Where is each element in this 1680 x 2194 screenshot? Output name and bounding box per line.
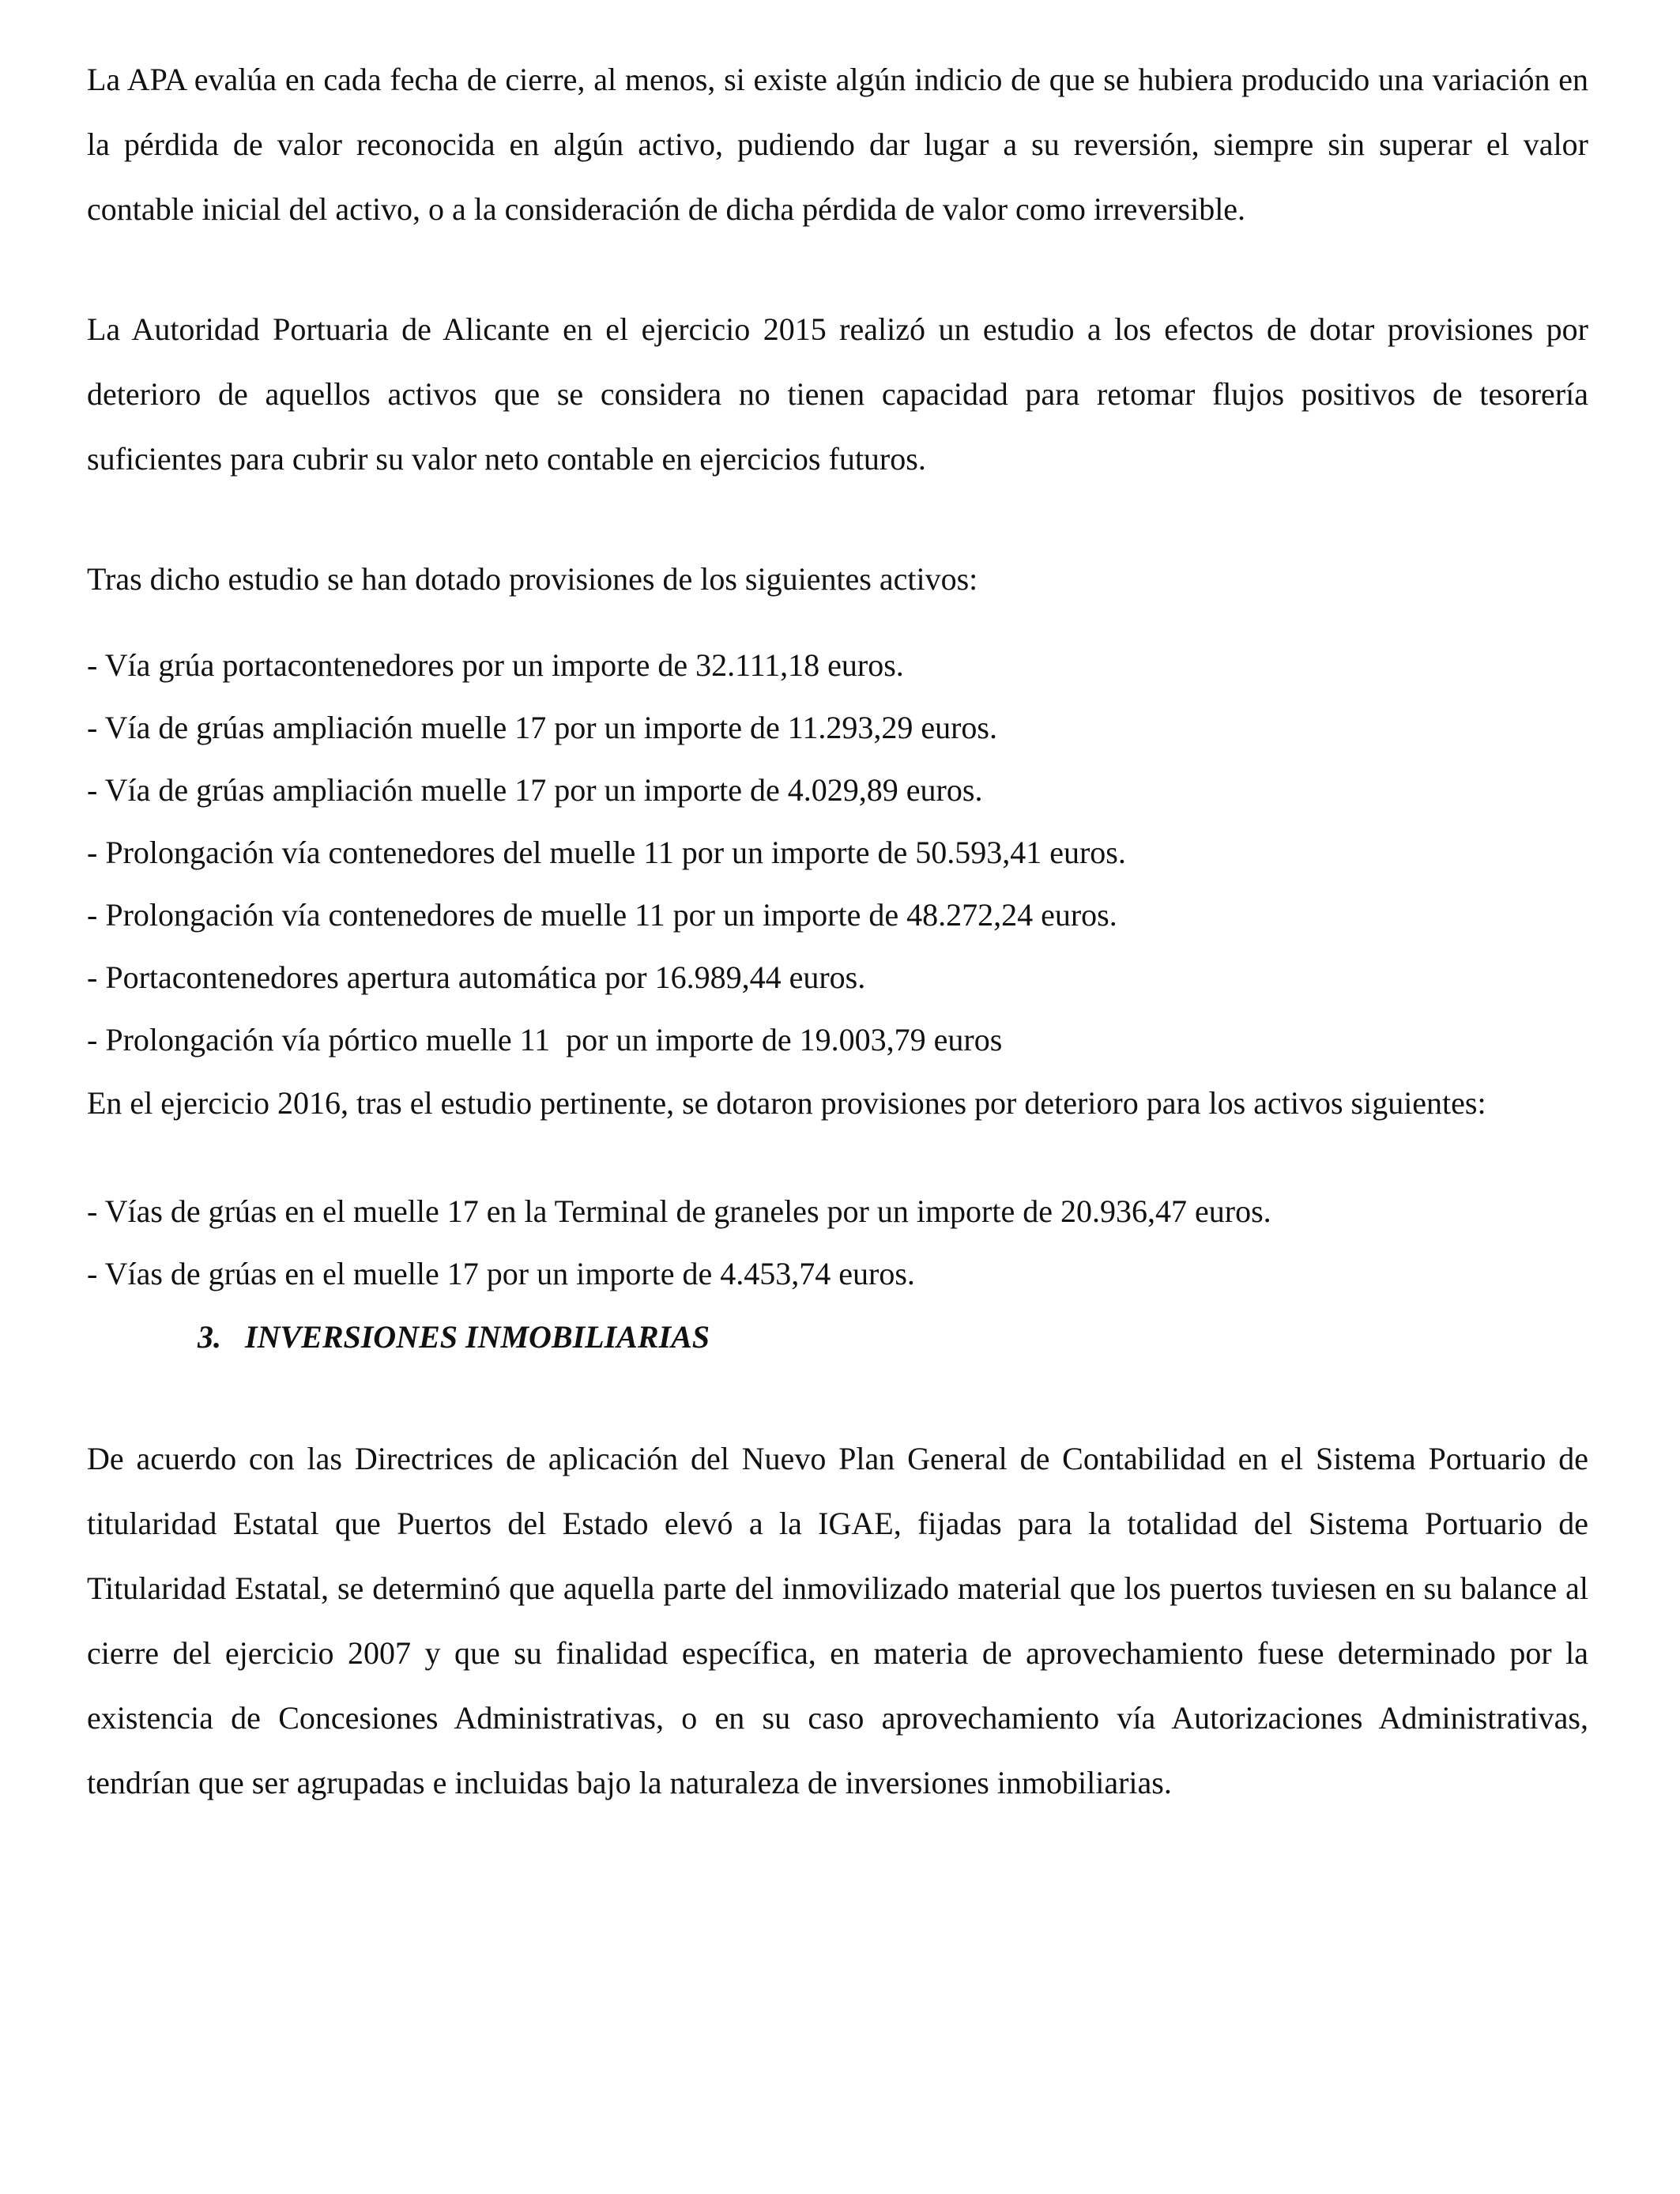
list-item: - Vías de grúas en el muelle 17 por un importe de 4.453,74 euros. xyxy=(87,1256,915,1291)
list-item: - Vía grúa portacontenedores por un importe de 32.111,18 euros. xyxy=(87,647,904,683)
paragraph-real-estate-investments: De acuerdo con las Directrices de aplicación del Nuevo Plan General de Contabilidad en el Sistema Portuario de titularidad Estatal que Puertos del Estado elevó a la IGAE, fijadas para la totalidad del Sistema Portuario de Titularidad Estatal, se determinó que aquella parte del inmovilizado material que los puertos tuviesen en su balance al cierre del ejercicio 2007 y que su finalidad específica, en materia de aprovechamiento fuese determinado por la existencia de Concesiones Administrativas, o en su caso aprovechamiento vía Autorizaciones Administrativas, tendrían que ser agrupadas e incluidas bajo la naturaleza de inversiones inmobiliarias. xyxy=(87,1441,1588,1800)
document-page xyxy=(87,47,1588,1815)
paragraph-impairment-evaluation: La APA evalúa en cada fecha de cierre, al menos, si existe algún indicio de que se hubiera producido una variación en la pérdida de valor reconocida en algún activo, pudiendo dar lugar a su reversión, siempre sin superar el valor contable inicial del activo, o a la consideración de dicha pérdida de valor como irreversible. xyxy=(87,62,1588,227)
section-heading xyxy=(87,1305,1588,1370)
list-item: - Vías de grúas en el muelle 17 en la Terminal de graneles por un importe de 20.936,47 euros. xyxy=(87,1193,1271,1229)
section-number: 3. xyxy=(198,1319,221,1355)
paragraph-2015-study: La Autoridad Portuaria de Alicante en el ejercicio 2015 realizó un estudio a los efectos de dotar provisiones por deterioro de aquellos activos que se considera no tienen capacidad para retomar flujos positivos de tesorería suficientes para cubrir su valor neto contable en ejercicios futuros. xyxy=(87,311,1588,477)
paragraph-provisions-intro: Tras dicho estudio se han dotado provisiones de los siguientes activos: xyxy=(87,561,978,597)
section-title: INVERSIONES INMOBILIARIAS xyxy=(245,1319,710,1355)
list-item: - Prolongación vía contenedores del muelle 11 por un importe de 50.593,41 euros. xyxy=(87,835,1126,870)
list-item: - Prolongación vía pórtico muelle 11 por un importe de 19.003,79 euros xyxy=(87,1022,1003,1057)
list-item: - Prolongación vía contenedores de muelle 11 por un importe de 48.272,24 euros. xyxy=(87,897,1117,933)
list-item: - Portacontenedores apertura automática por 16.989,44 euros. xyxy=(87,959,866,995)
list-item: - Vía de grúas ampliación muelle 17 por un importe de 11.293,29 euros. xyxy=(87,710,997,745)
paragraph-2016-provisions: En el ejercicio 2016, tras el estudio pertinente, se dotaron provisiones por deterioro para los activos siguientes: xyxy=(87,1085,1486,1121)
list-item: - Vía de grúas ampliación muelle 17 por un importe de 4.029,89 euros. xyxy=(87,772,983,808)
provisions-2015-list xyxy=(87,634,1588,1071)
provisions-2016-list xyxy=(87,1180,1588,1305)
